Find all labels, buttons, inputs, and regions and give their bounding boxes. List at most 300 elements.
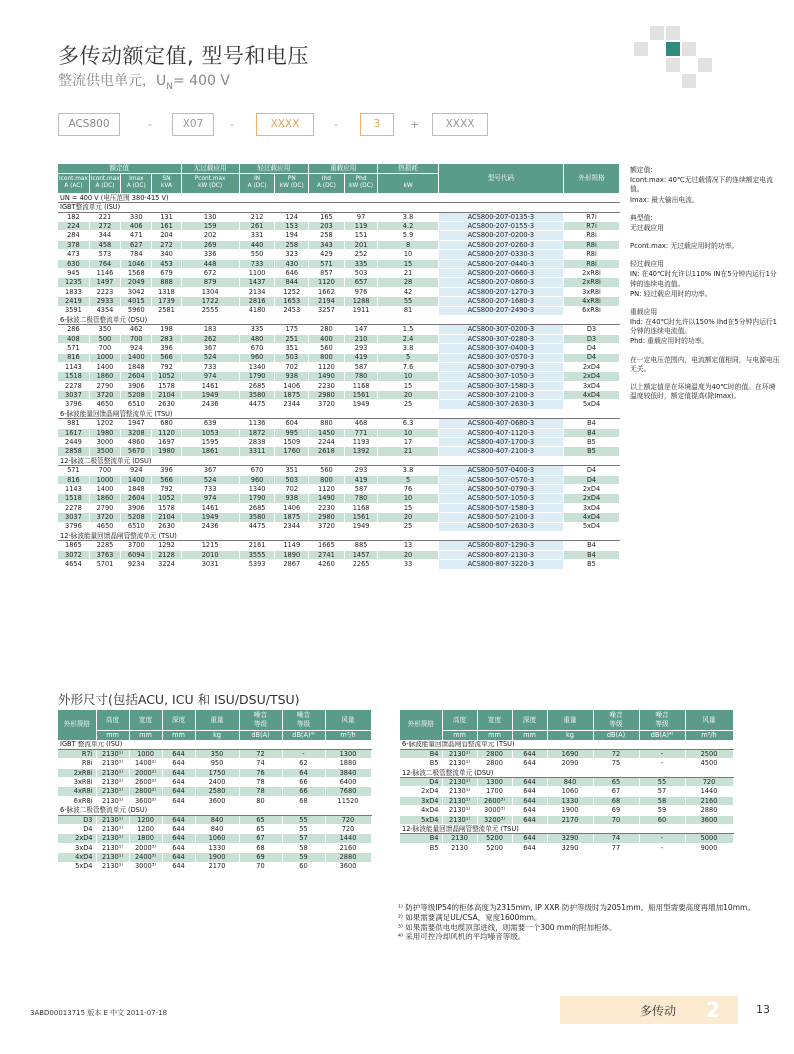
hdr-heat: 热损耗 xyxy=(378,164,438,173)
table-cell: 1949 xyxy=(344,522,378,531)
table-cell: B4 xyxy=(564,428,620,437)
table-cell: 3208 xyxy=(121,428,152,437)
table-cell: 2790 xyxy=(89,503,120,512)
table-cell: 2049 xyxy=(121,278,152,287)
table-cell: 2223 xyxy=(89,287,120,296)
table-cell: 3500 xyxy=(89,447,120,456)
table-cell: B4 xyxy=(564,419,620,428)
table-cell: 471 xyxy=(121,231,152,240)
table-cell: ACS800-507-2630-3 xyxy=(438,522,563,531)
table-row xyxy=(58,250,620,259)
dim-cell: 5xD4 xyxy=(400,815,442,824)
table-row xyxy=(58,222,620,231)
table-cell: 700 xyxy=(121,334,152,343)
table-cell: B5 xyxy=(564,438,620,447)
table-cell: 733 xyxy=(239,259,275,268)
dim-cell: 2130¹⁾ xyxy=(442,815,477,824)
dim-header: 外形规格 xyxy=(400,710,442,740)
table-cell: D4 xyxy=(564,466,620,475)
table-cell: 780 xyxy=(344,494,378,503)
dim-cell: 2130¹⁾ xyxy=(96,759,129,768)
table-cell: 430 xyxy=(275,259,309,268)
dim-cell: 1690 xyxy=(547,749,593,758)
table-cell: 816 xyxy=(58,475,89,484)
table-cell: 587 xyxy=(344,485,378,494)
table-cell: 1406 xyxy=(275,381,309,390)
table-cell: 1561 xyxy=(344,391,378,400)
table-cell: 1120 xyxy=(309,485,345,494)
dim-cell: 3600 xyxy=(195,796,239,805)
table-cell: 28 xyxy=(378,278,438,287)
dim-cell: 644 xyxy=(162,749,195,758)
table-cell: 20 xyxy=(378,513,438,522)
subheader-cell: Phd kW (DC) xyxy=(344,173,378,193)
table-cell: ACS800-807-3220-3 xyxy=(438,560,563,569)
dim-cell: 2800 xyxy=(477,759,512,768)
table-cell: 212 xyxy=(239,212,275,221)
table-cell: 3796 xyxy=(58,400,89,409)
dim-cell: 644 xyxy=(512,787,547,796)
table-cell: 5xD4 xyxy=(564,400,620,409)
note-line: 以上额定值是在环境温度为40℃时的值。在环境温度较低时，额定值提高(除Imax)。 xyxy=(630,382,776,401)
dim-cell: 2130¹⁾ xyxy=(442,806,477,815)
table-cell: 1848 xyxy=(121,362,152,371)
chapter-number: 2 xyxy=(706,998,720,1022)
table-cell: 1875 xyxy=(275,513,309,522)
dim-cell: 644 xyxy=(512,796,547,805)
dim-cell: 74 xyxy=(593,834,639,843)
table-cell: 1168 xyxy=(344,503,378,512)
dim-cell: D4 xyxy=(400,778,442,787)
table-cell: ACS800-307-0200-3 xyxy=(438,325,563,334)
dim-section-row xyxy=(400,768,733,777)
table-cell: 974 xyxy=(181,494,239,503)
table-cell: 4xD4 xyxy=(564,391,620,400)
table-cell: ACS800-207-0260-3 xyxy=(438,240,563,249)
table-cell: 700 xyxy=(89,466,120,475)
table-cell: 1911 xyxy=(344,306,378,315)
table-cell: 221 xyxy=(89,212,120,221)
dim-cell: 2130¹⁾ xyxy=(442,796,477,805)
table-cell: 10 xyxy=(378,428,438,437)
table-cell: 2555 xyxy=(181,306,239,315)
table-row xyxy=(58,353,620,362)
table-cell: 945 xyxy=(58,269,89,278)
table-cell: 4860 xyxy=(121,438,152,447)
table-cell: 272 xyxy=(152,240,181,249)
table-cell: 1653 xyxy=(275,297,309,306)
dim-cell: 2160 xyxy=(685,796,733,805)
table-cell: 204 xyxy=(152,231,181,240)
dim-unit: mm xyxy=(162,730,195,740)
dim-cell: 1900 xyxy=(547,806,593,815)
dim-cell: 1330 xyxy=(547,796,593,805)
table-cell: 1292 xyxy=(152,541,181,550)
table-cell: 1193 xyxy=(344,438,378,447)
dim-cell: 644 xyxy=(512,843,547,852)
table-cell: 15 xyxy=(378,503,438,512)
dim-cell: 65 xyxy=(239,815,282,824)
section-title: 12-脉波能量回馈晶闸管整流单元 (TSU) xyxy=(58,531,620,540)
dim-cell: 644 xyxy=(162,834,195,843)
table-row xyxy=(58,466,620,475)
table-row xyxy=(58,400,620,409)
table-cell: 10 xyxy=(378,494,438,503)
table-cell: 261 xyxy=(239,222,275,231)
table-cell: 792 xyxy=(152,362,181,371)
table-cell: 2838 xyxy=(239,438,275,447)
table-cell: 2278 xyxy=(58,503,89,512)
table-cell: 924 xyxy=(121,466,152,475)
table-cell: 6094 xyxy=(121,550,152,559)
dim-cell: 2160 xyxy=(325,843,371,852)
dim-cell: 4xD4 xyxy=(58,853,96,862)
table-row xyxy=(58,344,620,353)
dim-cell: 5200 xyxy=(477,843,512,852)
dim-cell: 57 xyxy=(282,834,325,843)
table-row xyxy=(58,503,620,512)
table-cell: R8i xyxy=(564,250,620,259)
dim-cell: 3600 xyxy=(685,815,733,824)
table-cell: 1790 xyxy=(239,494,275,503)
table-cell: 81 xyxy=(378,306,438,315)
dim-cell: 350 xyxy=(195,749,239,758)
table-cell: 406 xyxy=(121,222,152,231)
dim-cell: 4xR8i xyxy=(58,787,96,796)
dim-section-row xyxy=(400,825,733,834)
table-cell: 1235 xyxy=(58,278,89,287)
dim-cell: 644 xyxy=(162,759,195,768)
table-cell: 151 xyxy=(344,231,378,240)
dim-cell: 2130¹⁾ xyxy=(96,843,129,852)
table-cell: 1052 xyxy=(152,494,181,503)
table-cell: 1143 xyxy=(58,362,89,371)
table-cell: ACS800-207-0330-3 xyxy=(438,250,563,259)
table-cell: 1568 xyxy=(121,269,152,278)
dim-cell: 644 xyxy=(512,759,547,768)
dim-row xyxy=(58,834,371,843)
table-cell: 3796 xyxy=(58,522,89,531)
table-cell: 159 xyxy=(181,222,239,231)
table-cell: 1202 xyxy=(89,419,120,428)
dim-cell: 1200 xyxy=(129,825,162,834)
table-cell: 202 xyxy=(181,231,239,240)
dim-cell: 5200 xyxy=(477,834,512,843)
dim-cell: 840 xyxy=(195,815,239,824)
dim-cell: 1300 xyxy=(325,749,371,758)
dim-cell: 2130¹⁾ xyxy=(96,749,129,758)
table-cell: 1760 xyxy=(275,447,309,456)
table-cell: 367 xyxy=(181,344,239,353)
table-cell: 2128 xyxy=(152,550,181,559)
table-cell: 2867 xyxy=(275,560,309,569)
table-cell: 323 xyxy=(275,250,309,259)
dim-row xyxy=(58,787,371,796)
dim-cell: 3290 xyxy=(547,834,593,843)
table-cell: 5960 xyxy=(121,306,152,315)
type-code-box: XXXX xyxy=(432,113,488,136)
table-cell: 2265 xyxy=(344,560,378,569)
table-cell: 21 xyxy=(378,269,438,278)
table-cell: 336 xyxy=(181,250,239,259)
table-cell: ACS800-207-0155-3 xyxy=(438,222,563,231)
dim-cell: 67 xyxy=(239,834,282,843)
table-cell: 2980 xyxy=(309,391,345,400)
table-cell: 1400 xyxy=(121,353,152,362)
table-cell: ACS800-407-2100-3 xyxy=(438,447,563,456)
dim-cell: 62 xyxy=(282,759,325,768)
table-cell: 130 xyxy=(181,212,239,221)
dim-header: 风量 xyxy=(325,710,371,730)
dim-cell: 2130¹⁾ xyxy=(96,862,129,871)
table-cell: 784 xyxy=(121,250,152,259)
table-cell: B4 xyxy=(564,550,620,559)
table-cell: 1865 xyxy=(58,541,89,550)
dim-cell: 3xD4 xyxy=(58,843,96,852)
dim-cell: 11520 xyxy=(325,796,371,805)
type-code-sep: - xyxy=(334,118,338,131)
table-cell: 5670 xyxy=(121,447,152,456)
table-cell: 2933 xyxy=(89,297,120,306)
dimensions-table-left xyxy=(58,710,372,872)
table-cell: 3031 xyxy=(181,560,239,569)
table-cell: 938 xyxy=(275,372,309,381)
table-cell: 3.8 xyxy=(378,466,438,475)
table-cell: ACS800-207-1270-3 xyxy=(438,287,563,296)
table-cell: 550 xyxy=(239,250,275,259)
type-code-box: 3 xyxy=(360,113,394,136)
voltage-label: UN = 400 V (电压范围 380-415 V) xyxy=(58,193,620,202)
footnote: ³⁾ 如果需要供电电缆顶部进线，则需要一个300 mm的附加柜体。 xyxy=(398,922,617,932)
table-row xyxy=(58,287,620,296)
table-cell: 2194 xyxy=(309,297,345,306)
dim-row xyxy=(400,815,733,824)
note-line: Pcont.max: 无过载应用时的功率。 xyxy=(630,242,739,251)
subheader-cell: SN kVA xyxy=(152,173,181,193)
section-title: 6-脉波二极管整流单元 (DSU) xyxy=(58,315,620,324)
table-cell: ACS800-207-2490-3 xyxy=(438,306,563,315)
dim-cell: 1900 xyxy=(195,853,239,862)
table-cell: 252 xyxy=(344,250,378,259)
dim-unit: dB(A)⁴⁾ xyxy=(639,730,685,740)
table-row xyxy=(58,419,620,428)
table-cell: ACS800-307-0570-3 xyxy=(438,353,563,362)
dim-cell: 67 xyxy=(593,787,639,796)
dim-cell: 2130¹⁾ xyxy=(96,815,129,824)
dim-cell: 2500 xyxy=(685,749,733,758)
dim-cell: 2130¹⁾ xyxy=(96,834,129,843)
dim-cell: - xyxy=(639,834,685,843)
dim-cell: 644 xyxy=(512,778,547,787)
table-cell: 733 xyxy=(181,362,239,371)
table-cell: 1215 xyxy=(181,541,239,550)
table-cell: B5 xyxy=(564,447,620,456)
table-cell: 672 xyxy=(181,269,239,278)
dim-cell: 950 xyxy=(195,759,239,768)
subheader-cell: Imax A (DC) xyxy=(121,173,152,193)
dim-cell: 7680 xyxy=(325,787,371,796)
dim-unit: m³/h xyxy=(685,730,733,740)
dim-cell: 2130¹⁾ xyxy=(96,787,129,796)
table-row xyxy=(58,362,620,371)
table-cell: R8i xyxy=(564,240,620,249)
table-cell: 335 xyxy=(344,259,378,268)
page-number: 13 xyxy=(756,1003,770,1016)
dim-cell: 2600³⁾ xyxy=(477,796,512,805)
table-cell: 4.2 xyxy=(378,222,438,231)
dim-cell: - xyxy=(282,749,325,758)
dim-cell: 3xR8i xyxy=(58,778,96,787)
table-cell: 4354 xyxy=(89,306,120,315)
table-cell: ACS800-207-1680-3 xyxy=(438,297,563,306)
hdr-noload: 无过载应用 xyxy=(181,164,239,173)
table-row xyxy=(58,259,620,268)
table-cell: 1595 xyxy=(181,438,239,447)
dim-cell: 2xR8i xyxy=(58,768,96,777)
dim-unit: dB(A) xyxy=(593,730,639,740)
table-cell: 20 xyxy=(378,391,438,400)
dim-cell: 4xD4 xyxy=(400,806,442,815)
dim-cell: 720 xyxy=(325,825,371,834)
dim-cell: 75 xyxy=(593,759,639,768)
dim-cell: 1440 xyxy=(685,787,733,796)
table-cell: 2436 xyxy=(181,400,239,409)
table-cell: 1046 xyxy=(121,259,152,268)
table-cell: 938 xyxy=(275,494,309,503)
table-cell: 5.9 xyxy=(378,231,438,240)
note-line: PN: 轻过载应用时的功率。 xyxy=(630,289,712,298)
dim-cell: 1000 xyxy=(129,749,162,758)
table-cell: 330 xyxy=(121,212,152,221)
table-cell: 153 xyxy=(275,222,309,231)
table-cell: 1340 xyxy=(239,362,275,371)
table-cell: 1861 xyxy=(181,447,239,456)
table-cell: 1457 xyxy=(344,550,378,559)
dim-cell: 2130 xyxy=(442,834,477,843)
dim-cell: 55 xyxy=(282,815,325,824)
dim-cell: 3840 xyxy=(325,768,371,777)
table-cell: 344 xyxy=(89,231,120,240)
dim-cell: 644 xyxy=(162,862,195,871)
dim-cell: 2130 xyxy=(442,843,477,852)
table-cell: 3xR8i xyxy=(564,287,620,296)
table-cell: 350 xyxy=(89,325,120,334)
table-cell: 5208 xyxy=(121,513,152,522)
table-cell: 885 xyxy=(344,541,378,550)
dim-cell: 1400²⁾ xyxy=(129,759,162,768)
table-cell: 780 xyxy=(344,372,378,381)
table-cell: 480 xyxy=(239,334,275,343)
dim-header: 噪音 等级 xyxy=(282,710,325,730)
dim-cell: 720 xyxy=(685,778,733,787)
dim-row xyxy=(400,759,733,768)
dim-cell: 2800 xyxy=(477,749,512,758)
dim-cell: 2880 xyxy=(685,806,733,815)
table-cell: 800 xyxy=(309,353,345,362)
dim-cell: - xyxy=(639,843,685,852)
table-cell: 1400 xyxy=(121,475,152,484)
table-cell: 857 xyxy=(309,269,345,278)
table-cell: B4 xyxy=(564,541,620,550)
hdr-heavy: 重载应用 xyxy=(309,164,378,173)
table-row xyxy=(58,325,620,334)
table-cell: 198 xyxy=(152,325,181,334)
dim-cell: 644 xyxy=(162,796,195,805)
table-cell: 396 xyxy=(152,466,181,475)
dim-section-title: 6-脉波能量回馈晶闸管整流单元 (TSU) xyxy=(400,740,733,749)
dim-cell: 76 xyxy=(239,768,282,777)
dim-cell: B5 xyxy=(400,759,442,768)
dim-row xyxy=(400,778,733,787)
dim-section-row xyxy=(58,740,371,749)
note-line: IN: 在40℃时允许以110% IN在5分钟内运行1分钟的连续电流值。 xyxy=(630,270,777,288)
dim-cell: 2090 xyxy=(547,759,593,768)
dim-cell: B4 xyxy=(400,834,442,843)
footnote: ²⁾ 如果需要满足UL/CSA，宽度1600mm。 xyxy=(398,912,542,922)
dim-header: 深度 xyxy=(512,710,547,730)
dim-cell: 644 xyxy=(162,825,195,834)
page-subtitle: 整流供电单元，$U_N= 400$ V xyxy=(58,73,230,92)
table-cell: 880 xyxy=(309,419,345,428)
table-cell: 203 xyxy=(309,222,345,231)
note-line: Ihd: 在40℃时允许以150% Ihd在5分钟内运行1分钟的连续电流值。 xyxy=(630,318,777,336)
dim-cell: 65 xyxy=(593,778,639,787)
table-cell: 2344 xyxy=(275,400,309,409)
table-cell: 3037 xyxy=(58,513,89,522)
dim-row xyxy=(58,853,371,862)
table-cell: 2xD4 xyxy=(564,362,620,371)
table-cell: 448 xyxy=(181,259,239,268)
table-cell: 283 xyxy=(152,334,181,343)
table-cell: 1875 xyxy=(275,391,309,400)
dim-cell: 3xD4 xyxy=(400,796,442,805)
table-cell: 627 xyxy=(121,240,152,249)
table-cell: 1149 xyxy=(275,541,309,550)
dim-cell: 2130¹⁾ xyxy=(442,759,477,768)
table-cell: 2344 xyxy=(275,522,309,531)
subheader-cell: Icont.max A (AC) xyxy=(58,173,89,193)
dim-cell: 59 xyxy=(639,806,685,815)
table-cell: ACS800-307-0280-3 xyxy=(438,334,563,343)
dim-unit: mm xyxy=(512,730,547,740)
table-cell: 20 xyxy=(378,550,438,559)
table-cell: 1450 xyxy=(309,428,345,437)
table-cell: 183 xyxy=(181,325,239,334)
dim-cell: 2130¹⁾ xyxy=(442,787,477,796)
dim-cell: 1330 xyxy=(195,843,239,852)
dimensions-table-right xyxy=(400,710,734,853)
table-cell: 1578 xyxy=(152,381,181,390)
dim-row xyxy=(400,843,733,852)
table-cell: 3.8 xyxy=(378,344,438,353)
dim-cell: 69 xyxy=(239,853,282,862)
table-cell: 2980 xyxy=(309,513,345,522)
table-cell: 700 xyxy=(89,344,120,353)
table-cell: 1518 xyxy=(58,494,89,503)
dim-cell: 2400³⁾ xyxy=(129,853,162,862)
dim-cell: 2170 xyxy=(547,815,593,824)
table-cell: 2285 xyxy=(89,541,120,550)
dim-section-row xyxy=(400,740,733,749)
dim-cell: 2580 xyxy=(195,787,239,796)
table-cell: 2685 xyxy=(239,503,275,512)
dim-header: 外形规格 xyxy=(58,710,96,740)
table-cell: 340 xyxy=(152,250,181,259)
dim-cell: 66 xyxy=(282,787,325,796)
table-cell: 2816 xyxy=(239,297,275,306)
table-cell: ACS800-207-0660-3 xyxy=(438,269,563,278)
table-cell: 1872 xyxy=(239,428,275,437)
